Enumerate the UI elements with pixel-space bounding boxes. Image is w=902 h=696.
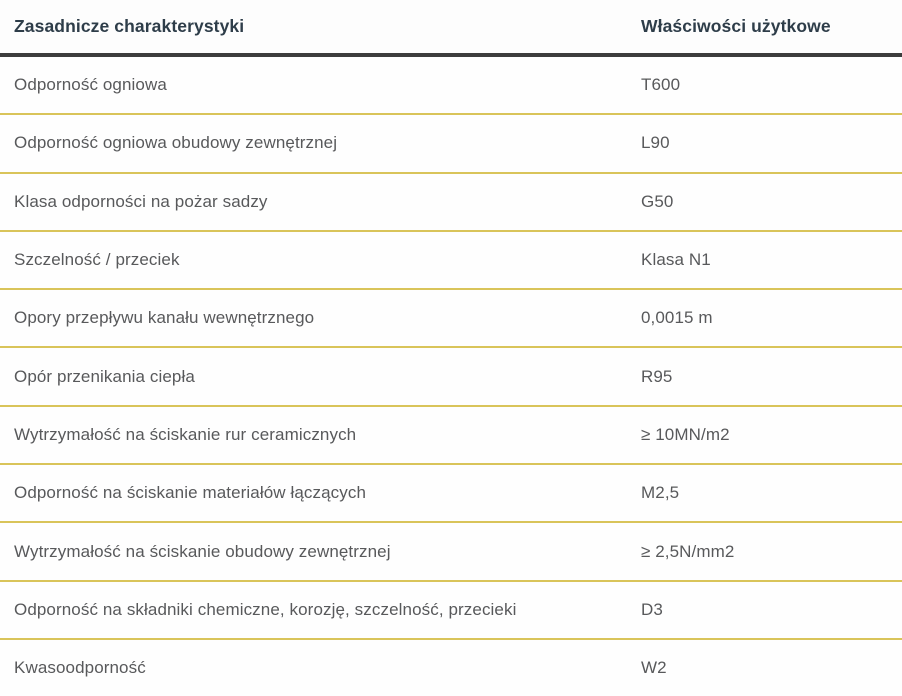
characteristic-label: Szczelność / przeciek (14, 250, 180, 270)
header-characteristics: Zasadnicze charakterystyki (14, 16, 245, 36)
characteristic-label: Klasa odporności na pożar sadzy (14, 191, 268, 211)
characteristic-label: Odporność na ściskanie materiałów łączących (14, 483, 367, 503)
property-value: G50 (641, 191, 674, 211)
property-value: D3 (641, 599, 663, 619)
table-row (0, 174, 902, 232)
property-value: ≥ 10MN/m2 (641, 424, 730, 444)
characteristic-label: Wytrzymałość na ściskanie rur ceramicznych (14, 424, 357, 444)
property-value: M2,5 (641, 483, 680, 503)
characteristic-label: Kwasoodporność (14, 658, 146, 678)
table-row (0, 640, 902, 696)
characteristic-label: Opór przenikania ciepła (14, 366, 195, 386)
table-row (0, 348, 902, 406)
table-row (0, 290, 902, 348)
property-value: 0,0015 m (641, 308, 713, 328)
property-value: ≥ 2,5N/mm2 (641, 541, 735, 561)
table-row (0, 57, 902, 115)
characteristic-label: Odporność na składniki chemiczne, korozję, szczelność, przecieki (14, 599, 517, 619)
characteristic-label: Opory przepływu kanału wewnętrznego (14, 308, 315, 328)
property-value: W2 (641, 658, 667, 678)
table-row (0, 115, 902, 173)
header-properties: Właściwości użytkowe (641, 16, 831, 36)
table-header-row (0, 0, 902, 57)
property-value: L90 (641, 133, 670, 153)
property-value: R95 (641, 366, 673, 386)
property-value: Klasa N1 (641, 250, 711, 270)
table-row (0, 465, 902, 523)
table-row (0, 232, 902, 290)
table-row (0, 407, 902, 465)
characteristic-label: Odporność ogniowa (14, 75, 167, 95)
table-row (0, 523, 902, 581)
property-value: T600 (641, 75, 681, 95)
characteristic-label: Odporność ogniowa obudowy zewnętrznej (14, 133, 338, 153)
characteristic-label: Wytrzymałość na ściskanie obudowy zewnętrznej (14, 541, 391, 561)
table-row (0, 582, 902, 640)
